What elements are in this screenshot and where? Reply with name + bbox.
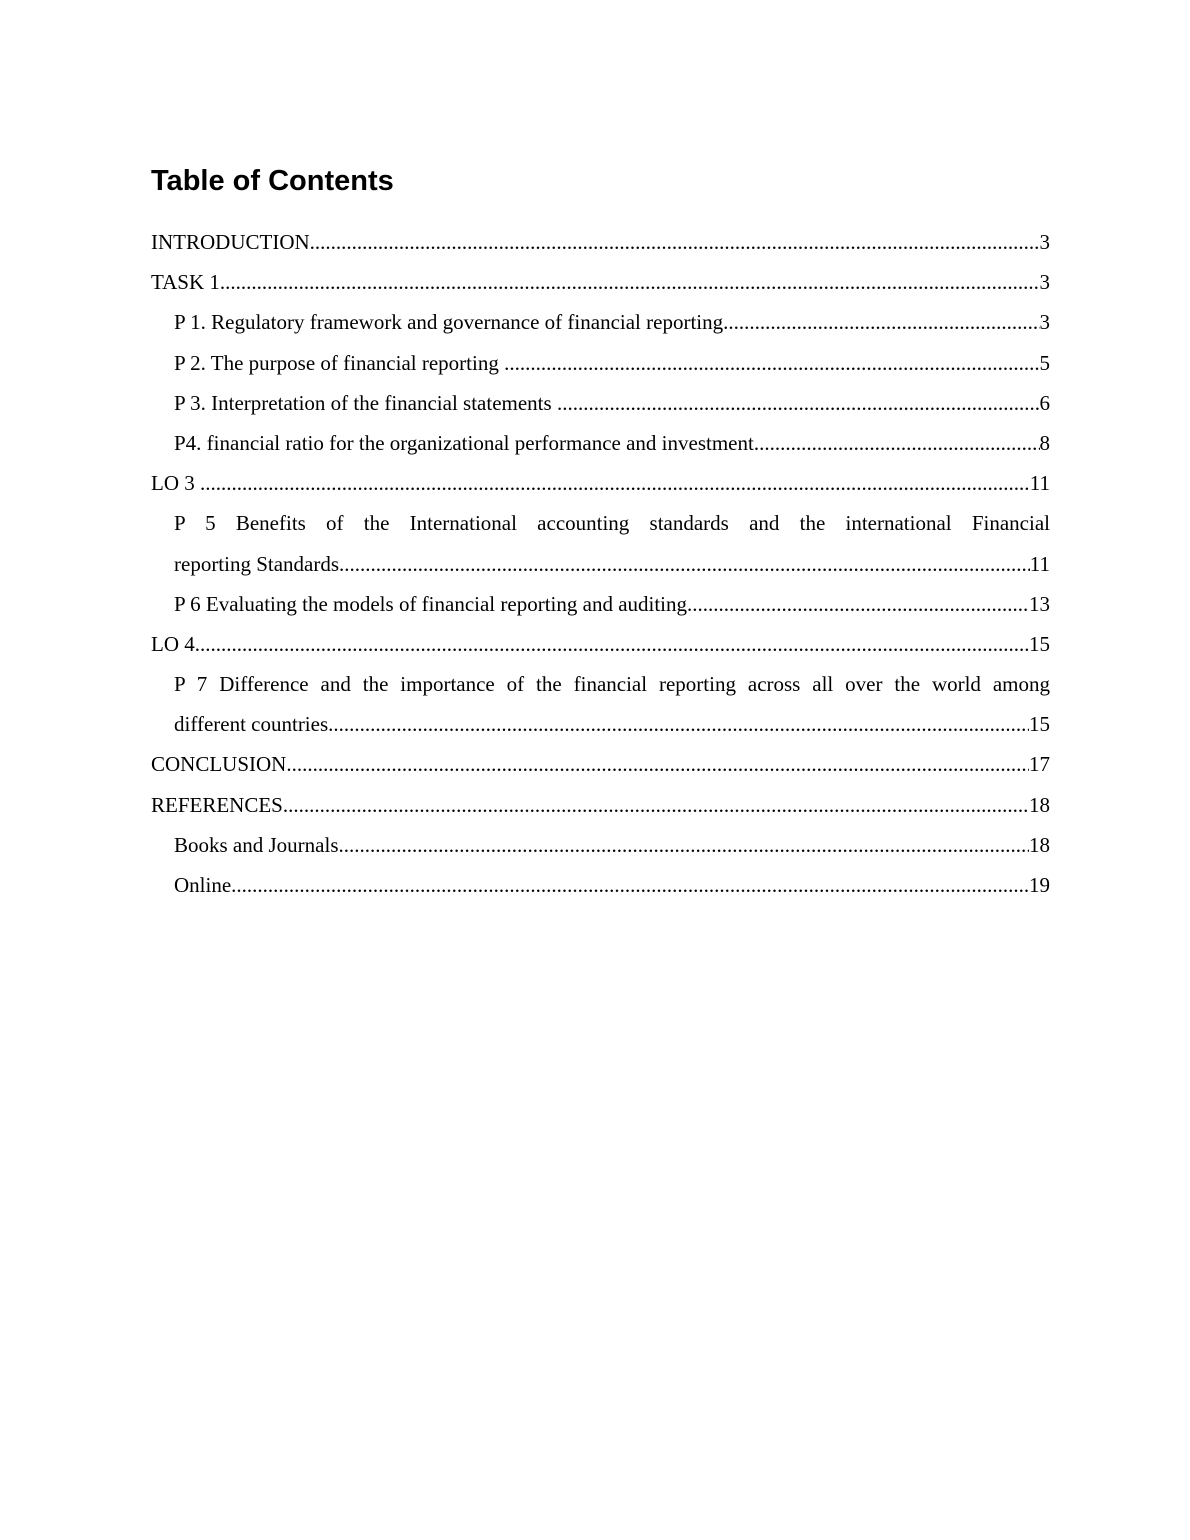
toc-entry-lo4[interactable] <box>151 624 1050 664</box>
dot-leader <box>339 825 1030 865</box>
toc-entry-online[interactable] <box>151 865 1050 905</box>
toc-page-number: 6 <box>1039 390 1050 415</box>
dot-leader <box>231 865 1029 905</box>
toc-page-number: 11 <box>1029 551 1050 576</box>
toc-entry-p7[interactable] <box>151 664 1050 744</box>
toc-entry-label: P 3. Interpretation of the financial statements <box>174 390 557 415</box>
toc-entry-label: LO 3 <box>151 471 200 496</box>
toc-entry-label: Books and Journals <box>174 832 339 857</box>
dot-leader <box>557 383 1040 423</box>
toc-entry-task-1[interactable] <box>151 262 1050 302</box>
toc-entry-label: TASK 1 <box>151 270 220 295</box>
toc-entry-p5[interactable] <box>151 503 1050 583</box>
toc-entry-label: P 2. The purpose of financial reporting <box>174 350 505 375</box>
toc-page-number: 17 <box>1029 752 1050 777</box>
dot-leader <box>310 222 1040 262</box>
toc-page-number: 15 <box>1029 712 1050 737</box>
toc-entry-label: REFERENCES <box>151 792 283 817</box>
toc-entry-p4[interactable] <box>151 423 1050 463</box>
toc-page-number: 15 <box>1029 631 1050 656</box>
dot-leader <box>195 624 1029 664</box>
toc-entry-label: P 6 Evaluating the models of financial reporting and auditing <box>174 591 688 616</box>
dot-leader <box>723 302 1039 342</box>
toc-entry-p1[interactable] <box>151 302 1050 342</box>
toc-page-number: 11 <box>1029 471 1050 496</box>
toc-entry-label: P4. financial ratio for the organizational performance and investment <box>174 430 754 455</box>
toc-entry-p6[interactable] <box>151 584 1050 624</box>
toc-entry-label: Online <box>174 873 232 898</box>
toc-page-number: 19 <box>1029 873 1050 898</box>
page-title: Table of Contents <box>151 165 394 197</box>
toc-entry-label: LO 4 <box>151 631 195 656</box>
dot-leader <box>339 544 1030 584</box>
dot-leader <box>328 704 1029 744</box>
table-of-contents <box>151 222 1050 905</box>
toc-entry-label: P 1. Regulatory framework and governance of financial reporting <box>174 310 724 335</box>
toc-page-number: 5 <box>1039 350 1050 375</box>
dot-leader <box>283 785 1029 825</box>
toc-page-number: 13 <box>1029 591 1050 616</box>
toc-entry-books-and-journals[interactable] <box>151 825 1050 865</box>
toc-page-number: 3 <box>1039 310 1050 335</box>
toc-entry-label-line-2: reporting Standards <box>174 551 340 576</box>
toc-entry-p2[interactable] <box>151 343 1050 383</box>
toc-entry-label-line-1: P 7 Difference and the importance of the financial reporting across all over the world among <box>174 672 1050 697</box>
toc-entry-label-line-2: different countries <box>174 712 329 737</box>
toc-entry-p3[interactable] <box>151 383 1050 423</box>
dot-leader <box>286 744 1029 784</box>
dot-leader <box>687 584 1029 624</box>
dot-leader <box>200 463 1030 503</box>
dot-leader <box>220 262 1040 302</box>
toc-entry-label-line-1: P 5 Benefits of the International accounting standards and the international Financial <box>174 511 1050 536</box>
toc-entry-references[interactable] <box>151 785 1050 825</box>
toc-page-number: 18 <box>1029 792 1050 817</box>
toc-page-number: 8 <box>1039 430 1050 455</box>
dot-leader <box>754 423 1040 463</box>
toc-entry-lo3[interactable] <box>151 463 1050 503</box>
toc-entry-label: INTRODUCTION <box>151 230 310 254</box>
toc-page-number: 3 <box>1039 270 1050 295</box>
toc-page-number: 18 <box>1029 832 1050 857</box>
toc-entry-introduction[interactable] <box>151 222 1050 262</box>
dot-leader <box>504 343 1039 383</box>
toc-entry-label: CONCLUSION <box>151 752 287 777</box>
toc-entry-conclusion[interactable] <box>151 744 1050 784</box>
toc-page-number: 3 <box>1039 230 1050 254</box>
